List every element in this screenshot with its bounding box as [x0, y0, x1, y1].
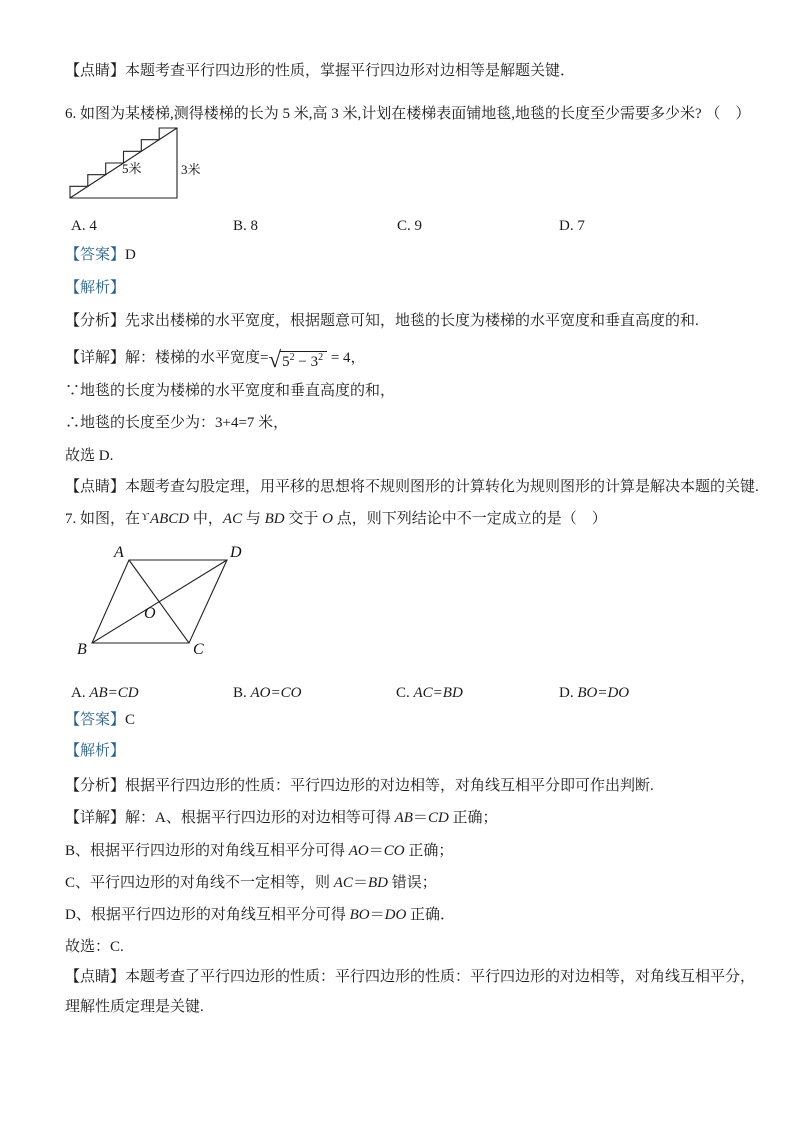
vertex-label-a: A: [114, 544, 124, 561]
radical-sign-glyph: √: [268, 347, 282, 372]
height-dimension-label: 3米: [181, 162, 201, 177]
q6-staircase-figure: [55, 118, 220, 210]
q7-detail-line-d: D、根据平行四边形的对角线互相平分可得 BO＝DO 正确．: [65, 907, 456, 923]
q6-answer-value: D: [125, 247, 136, 263]
q7-jiexi-label: 【解析】: [65, 743, 126, 759]
answer-label: 【答案】: [65, 712, 126, 728]
q7-answer-line: [65, 711, 135, 730]
radicand-minus: −: [294, 354, 311, 370]
q7-conclusion-line: 故选：C.: [65, 939, 124, 955]
q6-fenxi-line: 【分析】先求出楼梯的水平宽度，根据题意可知，地毯的长度为楼梯的水平宽度和垂直高度的和.: [65, 313, 699, 329]
vertex-label-d: D: [230, 544, 242, 561]
q7-parallelogram-figure: [70, 538, 255, 663]
q7-detail-line-b: B、根据平行四边形的对角线互相平分可得 AO＝CO 正确；: [65, 843, 454, 859]
q6-detail-formula-line: [65, 349, 366, 372]
q7-detail-line-c: C、平行四边形的对角线不一定相等，则 AC＝BD 错误；: [65, 875, 437, 891]
q6-note-line: 【点睛】本题考查勾股定理，用平移的思想将不规则图形的计算转化为规则图形的计算是解决本题的关键.: [65, 479, 759, 495]
q7-fenxi-line: 【分析】根据平行四边形的性质：平行四边形的对边相等，对角线互相平分即可作出判断.: [65, 778, 654, 794]
radicand-exp-2: 2: [318, 352, 324, 363]
q7-option-a: A. AB=CD: [71, 685, 139, 701]
radicand-base-1: 5: [282, 354, 290, 370]
q6-because-line: ∵地毯的长度为楼梯的水平宽度和垂直高度的和，: [65, 383, 396, 399]
q6-option-c: C. 9: [397, 218, 423, 234]
hypotenuse-dimension-label: 5米: [122, 161, 142, 176]
q7-option-d: D. BO=DO: [559, 685, 630, 701]
q7-note-line-1: 【点睛】本题考查了平行四边形的性质：平行四边形的性质：平行四边形的对边相等，对角线互相平分，: [65, 969, 756, 985]
vertex-label-b: B: [77, 641, 87, 658]
answer-label: 【答案】: [65, 247, 126, 263]
q6-option-a: A. 4: [71, 218, 97, 234]
q7-question-line: 7. 如图，在$^ϒ$ABCD 中，AC 与 BD 交于 O 点，则下列结论中不一定成立的是（ ）: [65, 511, 607, 527]
q7-answer-value: C: [125, 712, 136, 728]
q7-note-line-2: 理解性质定理是关键.: [65, 999, 204, 1015]
q7-option-c: C. AC=BD: [396, 685, 463, 701]
q6-therefore-line: ∴地毯的长度至少为：3+4=7 米，: [65, 415, 289, 431]
center-label-o: O: [144, 605, 156, 622]
diagonal-bd: [92, 560, 227, 643]
q7-detail-line-a: 【详解】解：A、根据平行四边形的对边相等可得 AB＝CD 正确；: [65, 810, 498, 826]
radicand: [280, 351, 327, 372]
q7-option-b: B. AO=CO: [233, 685, 302, 701]
q6-conclusion-line: 故选 D.: [65, 448, 114, 464]
radicand-exp-1: 2: [289, 352, 295, 363]
sqrt-expression: [268, 347, 327, 372]
q6-option-d: D. 7: [559, 218, 585, 234]
vertex-label-c: C: [193, 641, 204, 658]
radicand-base-2: 3: [310, 354, 319, 370]
q6-option-b: B. 8: [233, 218, 259, 234]
formula-prefix: 【详解】解：楼梯的水平宽度=: [65, 350, 269, 366]
q6-jiexi-label: 【解析】: [65, 280, 126, 296]
formula-tail: = 4，: [327, 350, 366, 366]
q5-note-line: 【点睛】本题考查平行四边形的性质，掌握平行四边形对边相等是解题关键．: [65, 63, 576, 79]
q6-question-line: 6. 如图为某楼梯,测得楼梯的长为 5 米,高 3 米,计划在楼梯表面铺地毯,地毯的长度至少需要多少米? （ ）: [65, 106, 751, 122]
q6-answer-line: [65, 246, 136, 265]
